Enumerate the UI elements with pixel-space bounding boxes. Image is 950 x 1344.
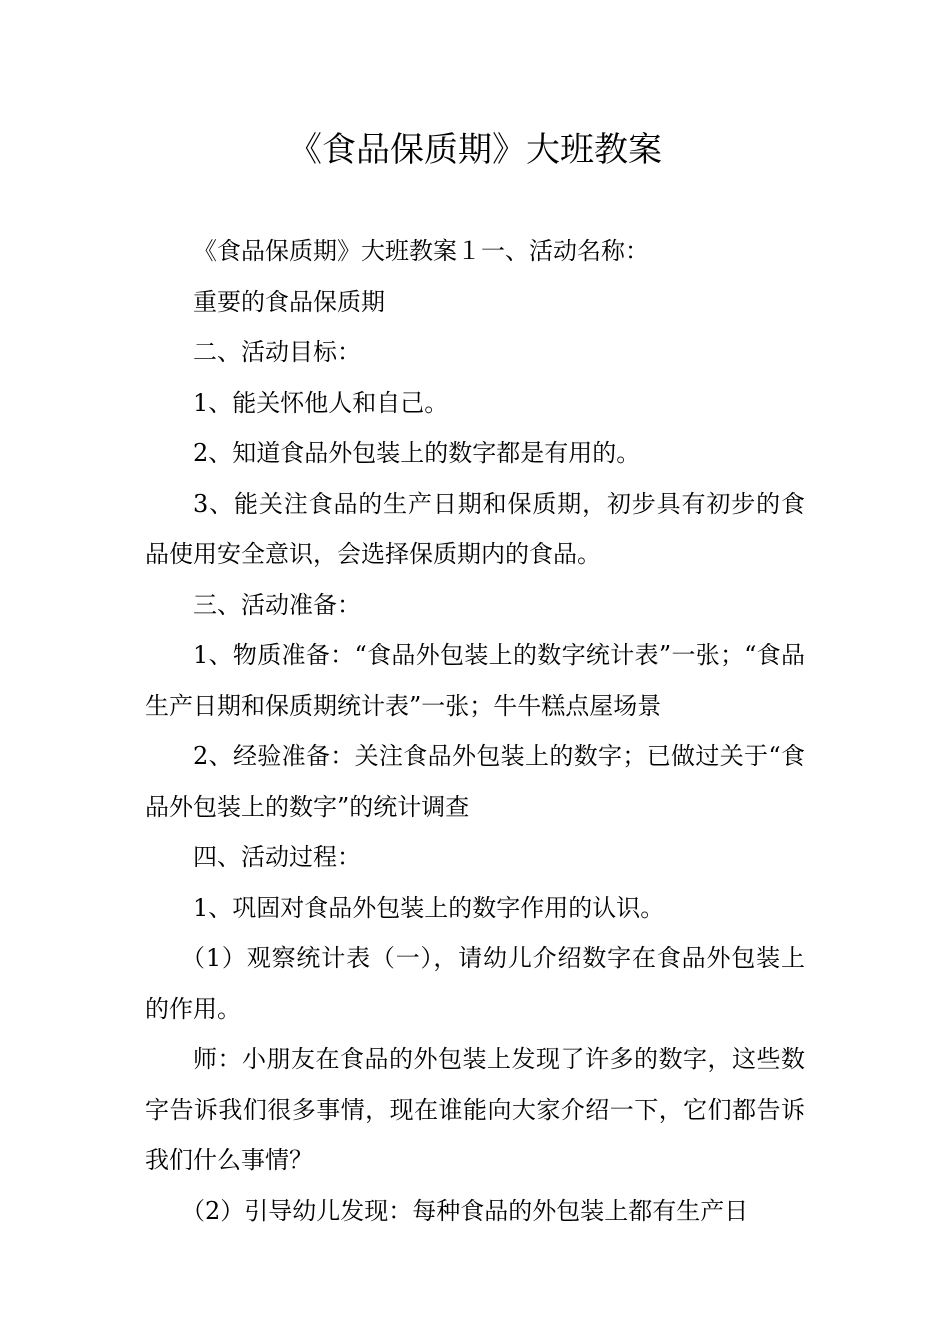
paragraph-activity-name: 《食品保质期》大班教案１一、活动名称： [193, 237, 649, 265]
paragraph-goal-1: 1、能关怀他人和自己。 [193, 388, 449, 417]
paragraph-activity-name-value: 重要的食品保质期 [193, 287, 385, 316]
paragraph-teacher-question: 师：小朋友在食品的外包装上发现了许多的数字，这些数字告诉我们很多事情，现在谁能向大家介绍一下，它们都告诉我们什么事情？ [145, 1045, 805, 1174]
paragraph-process-1-1: （1）观察统计表（一），请幼儿介绍数字在食品外包装上的作用。 [145, 944, 805, 1023]
paragraph-preparation-heading: 三、活动准备： [193, 590, 361, 619]
paragraph-process-1-2: （2）引导幼儿发现：每种食品的外包装上都有生产日 [181, 1196, 749, 1225]
paragraph-goals-heading: 二、活动目标： [193, 338, 361, 366]
paragraph-goal-2: 2、知道食品外包装上的数字都是有用的。 [193, 439, 641, 467]
paragraph-goal-3: 3、能关注食品的生产日期和保质期，初步具有初步的食品使用安全意识，会选择保质期内的食品。 [145, 489, 805, 568]
paragraph-preparation-1: 1、物质准备：“食品外包装上的数字统计表”一张；“食品生产日期和保质期统计表”一张；牛牛糕点屋场景 [145, 641, 805, 720]
paragraph-process-1: 1、巩固对食品外包装上的数字作用的认识。 [193, 893, 665, 922]
paragraph-preparation-2: 2、经验准备：关注食品外包装上的数字；已做过关于“食品外包装上的数字”的统计调查 [145, 742, 805, 821]
document-body [145, 226, 805, 1236]
paragraph-process-heading: 四、活动过程： [193, 843, 361, 871]
document-title: 《食品保质期》大班教案 [288, 130, 662, 170]
